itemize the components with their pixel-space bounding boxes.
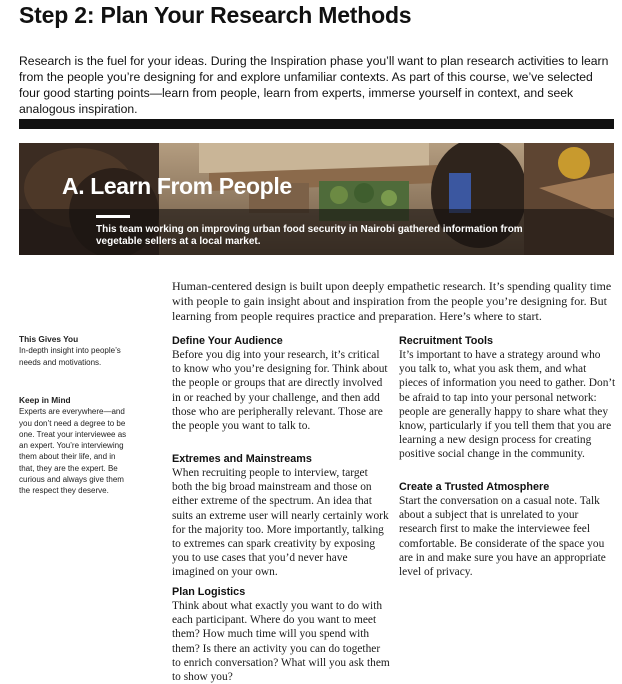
section-body: Start the conversation on a casual note. Talk about a subject that is unrelated to your research first to make the interviewee feel comfortable. Be considerate of the space you are in and make sure you have an appropriate level of privacy.: [399, 495, 606, 579]
section-heading: Extremes and Mainstreams: [172, 453, 312, 465]
section-heading: Create a Trusted Atmosphere: [399, 481, 550, 493]
section-recruitment-tools: [399, 334, 617, 462]
page-title: Step 2: Plan Your Research Methods: [19, 2, 412, 28]
section-extremes-mainstreams: [172, 452, 390, 580]
photo-caption: This team working on improving urban food security in Nairobi gathered information from vegetable sellers at a local market.: [96, 224, 523, 247]
sidebar-keep-in-mind: [19, 395, 129, 497]
section-plan-logistics: [172, 585, 390, 684]
section-body: It’s important to have a strategy around who you talk to, what you ask them, and what pieces of information you need to gather. Don’t be afraid to tap into your personal network: people are generally happy to share what they know, particularly if you tell them that you are learning a new design process for creating positive social change in the community.: [399, 349, 616, 461]
sidebar-heading: This Gives You: [19, 334, 79, 344]
hero-banner: [19, 143, 614, 255]
sidebar-text: In-depth insight into people’s needs and motivations.: [19, 346, 121, 367]
section-heading: Plan Logistics: [172, 586, 246, 598]
hero-title: A. Learn From People: [62, 173, 292, 199]
sidebar-gives-you: [19, 334, 129, 368]
section-body: When recruiting people to interview, target both the big broad mainstream and those on either extreme of the spectrum. An idea that suits an extreme user will nearly certainly work for the majority too. More importantly, talking to extremes can spark creativity by exposing you to use cases that you’d never have imagined on your own.: [172, 467, 389, 579]
lead-paragraph: Human-centered design is built upon deeply empathetic research. It’s spending quality time with people to gain insight about and inspiration from the people you’re designing for. But learning from people requires practice and preparation. Here’s where to start.: [172, 279, 612, 323]
section-body: Before you dig into your research, it’s critical to know who you’re designing for. Think about the people or groups that are directly involved in or reached by your challenge, and then add those who are peripherally relevant. Those are the people you want to talk to.: [172, 349, 388, 433]
section-body: Think about what exactly you want to do with each participant. Where do you want to meet them? How much time will you spend with them? Is there an activity you can do together to enrich conversation? What will you ask them to show you?: [172, 600, 390, 684]
section-heading: Define Your Audience: [172, 335, 283, 347]
section-heading: Recruitment Tools: [399, 335, 493, 347]
section-trusted-atmosphere: [399, 480, 617, 579]
accent-line: [96, 215, 130, 218]
section-define-audience: [172, 334, 390, 433]
intro-paragraph: Research is the fuel for your ideas. During the Inspiration phase you’ll want to plan research activities to learn from the people you’re designing for and explore unfamiliar contexts. As part of this course, we’ve selected four good starting points—learn from people, learn from experts, immerse yourself in context, and seek analogous inspiration.: [19, 54, 609, 116]
sidebar-text: Experts are everywhere—and you don’t need a degree to be one. Treat your interviewee as an expert. You’re interviewing them about their life, and in that, they are the expert. Be curious and always give them the respect they deserve.: [19, 407, 127, 496]
sidebar-heading: Keep in Mind: [19, 395, 71, 405]
section-divider: [19, 119, 614, 129]
